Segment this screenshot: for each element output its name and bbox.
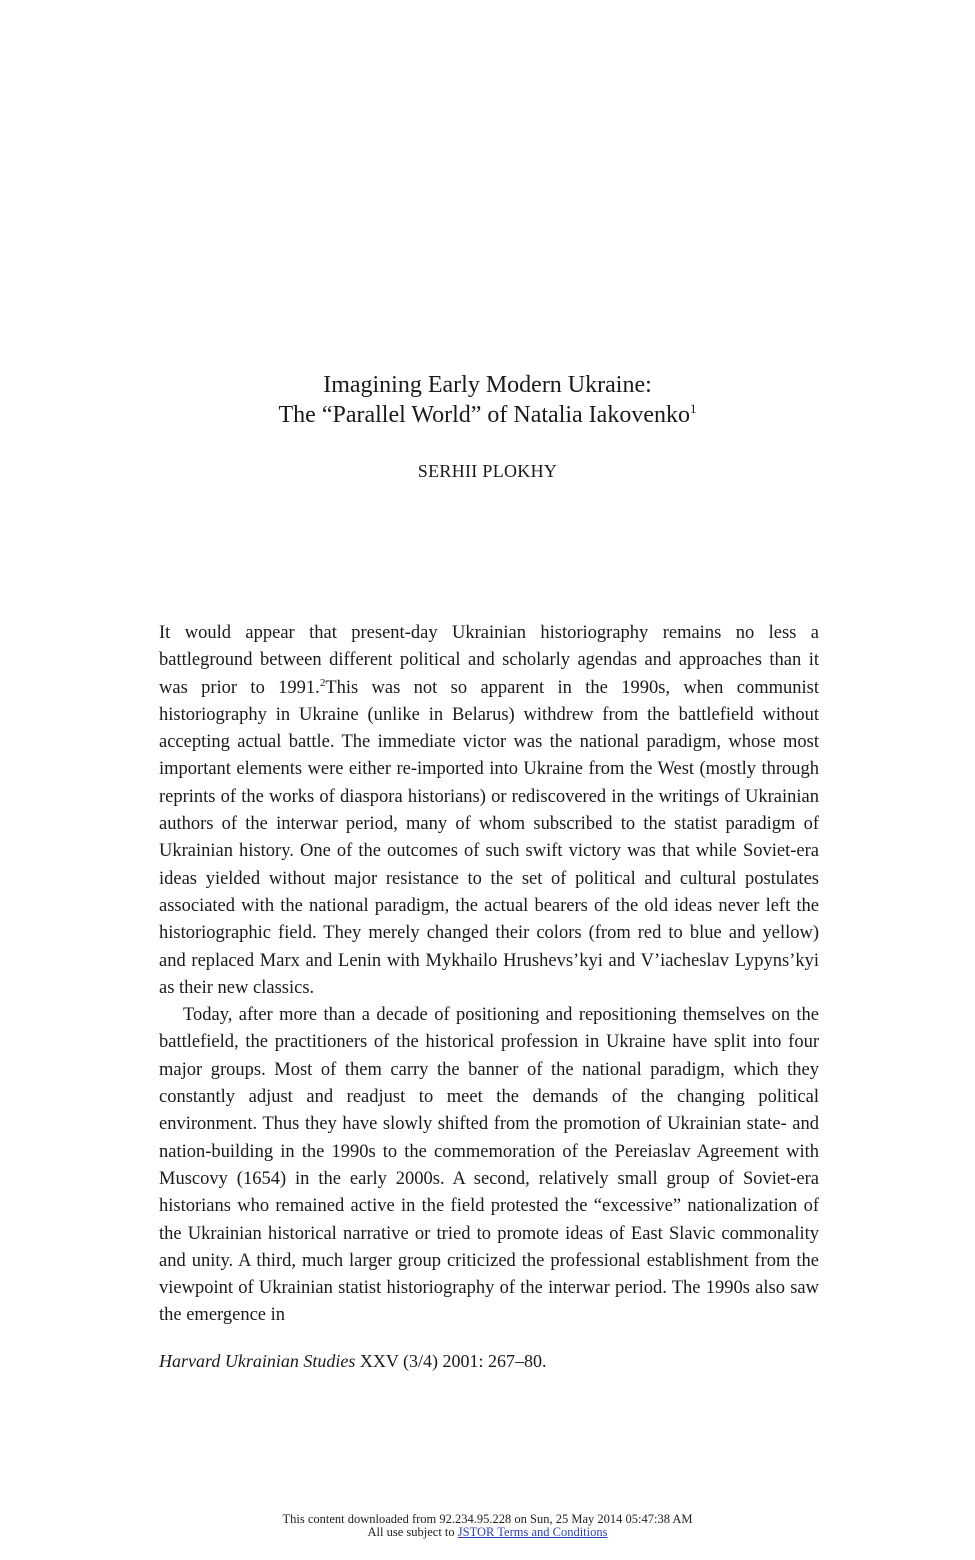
download-footer <box>0 1513 975 1539</box>
paragraph-2: Today, after more than a decade of positioning and repositioning themselves on the battlefield, the practitioners of the historical profession in Ukraine have split into four major groups. Most of them carry the banner of the national paradigm, which they constantly adjust and readjust to meet the demands of the changing political environment. Thus they have slowly shifted from the promotion of Ukrainian state- and nation-building in the 1990s to the commemoration of the Pereiaslav Agreement with Muscovy (1654) in the early 2000s. A second, relatively small group of Soviet-era historians who remained active in the field protested the “excessive” nationalization of the Ukrainian historical narrative or tried to promote ideas of East Slavic commonality and unity. A third, much larger group criticized the professional establishment from the viewpoint of Ukrainian statist historiography of the interwar period. The 1990s also saw the emergence in <box>159 1005 819 1326</box>
title-line-2: The “Parallel World” of Natalia Iakovenko$^1$ <box>278 401 697 428</box>
paragraph-1: It would appear that present-day Ukrainian historiography remains no less a battleground between different political and scholarly agendas and approaches than it was prior to 1991.$^2$This was not so apparent in the 1990s, when communist historiography in Ukraine (unlike in Belarus) withdrew from the battlefield without accepting actual battle. The immediate victor was the national paradigm, whose most important elements were either re-imported into Ukraine from the West (mostly through reprints of the works of diaspora historians) or rediscovered in the writings of Ukrainian authors of the interwar period, many of whom subscribed to the statist paradigm of Ukrainian history. One of the outcomes of such swift victory was that while Soviet-era ideas yielded without major resistance to the set of political and cultural postulates associated with the national paradigm, the actual bearers of the old ideas never left the historiographic field. They merely changed their colors (from red to blue and yellow) and replaced Marx and Lenin with Mykhailo Hrushevs’kyi and V’iacheslav Lypyns’kyi as their new classics. <box>159 623 820 998</box>
journal-citation <box>159 1351 547 1372</box>
download-notice: This content downloaded from 92.234.95.228 on Sun, 25 May 2014 05:47:38 AM <box>282 1512 693 1526</box>
author-name: SERHII PLOKHY <box>417 461 558 481</box>
title-line-1: Imagining Early Modern Ukraine: <box>323 372 652 398</box>
footnote-marker-2[interactable]: 2 <box>319 676 326 689</box>
journal-name: Harvard Ukrainian Studies <box>159 1351 356 1371</box>
title-footnote-marker[interactable]: 1 <box>689 401 697 416</box>
article-title <box>0 370 975 430</box>
terms-notice: All use subject to JSTOR Terms and Conditions <box>367 1525 608 1539</box>
jstor-terms-link[interactable]: JSTOR Terms and Conditions <box>457 1525 608 1539</box>
citation-details: XXV (3/4) 2001: 267–80. <box>355 1351 547 1371</box>
article-body <box>159 620 819 1330</box>
